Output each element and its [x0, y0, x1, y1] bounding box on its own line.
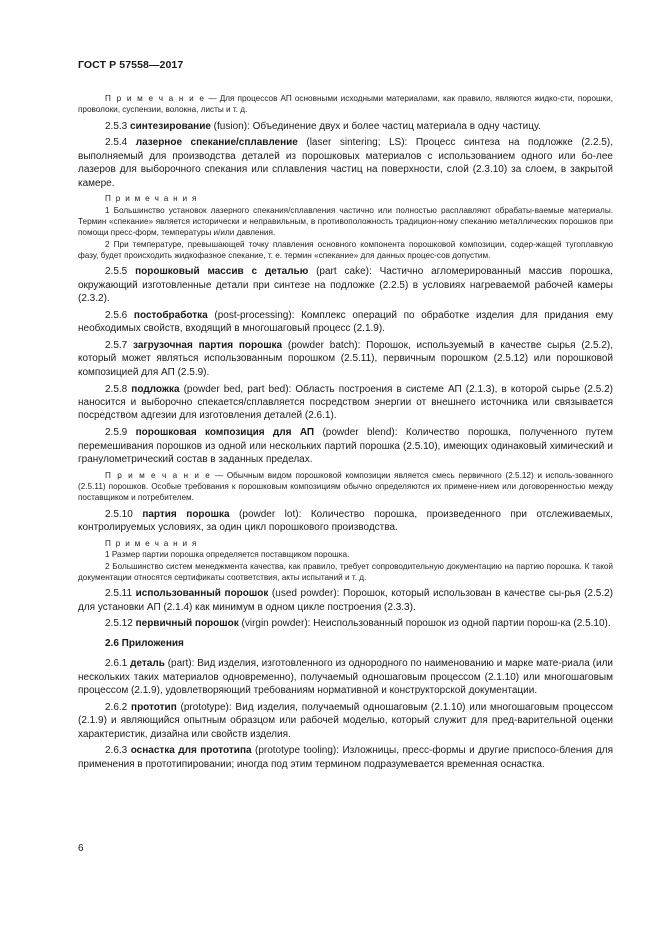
term-2-5-10: [78, 508, 613, 535]
term-name: использованный порошок: [135, 588, 269, 600]
term-2-5-9: [78, 426, 613, 466]
term-definition: (powder blend): Количество порошка, полученного путем перемешивания порошков из одной или нескольких партий порошка (2.5.10), имеющих одинаковый химический и гранулометрический состав в заданных пределах.: [78, 427, 613, 466]
term-name: порошковый массив с деталью: [135, 266, 309, 278]
term-name: партия порошка: [142, 508, 230, 520]
term-definition: (prototype tooling): Изложницы, пресс-формы и другие приспосо-бления для применения в прототипировании; иногда под этим термином подразумевается временная оснастка.: [78, 745, 613, 770]
document-body: [78, 93, 613, 775]
term-2-5-7: [78, 339, 613, 379]
note-label: П р и м е ч а н и е: [105, 470, 212, 480]
term-name: загрузочная партия порошка: [133, 340, 283, 351]
note-2-5-9: [78, 470, 613, 504]
term-number: 2.5.12: [105, 618, 136, 630]
term-definition: (prototype): Вид изделия, получаемый одношаговым (2.1.10) или многошаговым процессом (2.1.9) и являющийся опытным образцом или рабочей моделью, который служит для пред-варительной оценки характеристик, дизайна или свойств изделия.: [78, 701, 613, 740]
notes-2-5-4-label: П р и м е ч а н и я: [105, 194, 198, 204]
term-number: 2.5.5: [105, 266, 136, 278]
term-definition: (powder bed, part bed): Область построения в системе АП (2.1.3), в которой сырье (2.5.2) наносится и выборочно спекается/сплавляется посредством энергии от внешнего источника или связывается посредством адгезии для изготовления деталей (2.6.1).: [78, 383, 613, 422]
term-2-5-11: [78, 587, 613, 614]
term-2-5-3: [78, 120, 613, 133]
term-definition: (laser sintering; LS): Процесс синтеза на подложке (2.2.5), выполняемый для производства деталей из порошковых материалов с использованием одного или бо-лее лазеров для выборочного спекания или сплавления частиц на поверхности, слой (2.3.10) за слоем, в закрытой камере.: [78, 137, 613, 189]
notes-2-5-10-label: П р и м е ч а н и я: [105, 538, 198, 548]
term-2-6-1: [78, 657, 613, 697]
note-2-5-2: [78, 93, 613, 116]
term-name: прототип: [131, 701, 177, 713]
term-name: порошковая композиция для АП: [135, 427, 315, 439]
term-2-5-6: [78, 309, 613, 336]
term-number: 2.5.4: [105, 137, 136, 149]
note-2-5-10-1: 1 Размер партии порошка определяется поставщиком порошка.: [105, 550, 350, 560]
term-name: синтезирование: [130, 120, 211, 132]
term-number: 2.6.3: [105, 745, 131, 757]
term-number: 2.6.2: [105, 701, 132, 713]
term-name: деталь: [130, 658, 165, 670]
note-text: — Для процессов АП основными исходными материалами, как правило, являются жидко-сти, порошки, проволоки, суспензии, волокна, листы и т. д.: [78, 94, 613, 115]
note-2-5-4-1: 1 Большинство установок лазерного спекания/сплавления частично или полностью расплавляют обрабаты-ваемые материалы. Термин «спекание» является исторически и неправильным, в противоположность традицион-ному спеканию металлических порошков при помощи пресс-форм, температуры и/или давления.: [78, 205, 613, 238]
term-definition: (fusion): Объединение двух и более частиц материала в одну частицу.: [210, 120, 541, 132]
term-2-6-3: [78, 744, 613, 771]
term-definition: (part): Вид изделия, изготовленного из однородного по наименованию и марке мате-риала (или нескольких таких материалов одновременно), получаемый одношаговым процессом (2.1.10) или многошаговым процессом (2.1.9), удовлетворяющий требованиям нормативной и конструкторской документации.: [78, 658, 613, 696]
term-2-5-8: [78, 383, 613, 423]
term-number: 2.5.3: [105, 120, 131, 132]
term-name: постобработка: [133, 309, 208, 321]
section-2-6-title: 2.6 Приложения: [105, 637, 184, 649]
term-number: 2.5.11: [105, 588, 136, 600]
term-number: 2.5.9: [105, 427, 136, 439]
term-number: 2.5.6: [105, 309, 134, 321]
note-label: П р и м е ч а н и е: [105, 94, 206, 103]
note-2-5-10-2: 2 Большинство систем менеджмента качества, как правило, требует сопроводительную документацию на партию порошка. К такой документации относятся сертификаты соответствия, акты испытаний и т. д.: [78, 561, 613, 582]
term-definition: (powder lot): Количество порошка, произведенного при отслеживаемых, контролируемых условиях, за один цикл порошкового производства.: [78, 508, 613, 534]
page-number: 6: [78, 843, 84, 854]
term-definition: (virgin powder): Неиспользованный порошок из одной партии порош-ка (2.5.10).: [238, 618, 611, 630]
term-name: лазерное спекание/сплавление: [135, 137, 298, 149]
note-text: — Обычным видом порошковой композиции является смесь первичного (2.5.12) и исполь-зованного (2.5.11) порошков. Особые требования к порошковым композициям обычно определяются их примене-нием или договоренностью между поставщиком и потребителем.: [78, 470, 613, 503]
term-number: 2.5.7: [105, 340, 134, 351]
term-2-5-12: [78, 617, 613, 630]
term-2-5-5: [78, 265, 613, 305]
standard-header: ГОСТ Р 57558—2017: [78, 59, 184, 71]
term-2-6-2: [78, 701, 613, 741]
term-name: оснастка для прототипа: [130, 745, 252, 757]
term-definition: (post-processing): Комплекс операций по обработке изделия для придания ему необходимых свойств, входящий в многошаговый процесс (2.1.9).: [78, 309, 613, 335]
term-number: 2.6.1: [105, 658, 131, 670]
term-number: 2.5.10: [105, 508, 143, 520]
note-2-5-4-2: 2 При температуре, превышающей точку плавления основного компонента порошковой композиции, содер-жащей тугоплавкую фазу, будет происходить жидкофазное спекание, т. е. термин «спекание» для данных процес-сов допустим.: [78, 239, 613, 260]
term-name: первичный порошок: [135, 618, 239, 630]
term-number: 2.5.8: [105, 383, 132, 395]
term-2-5-4: [78, 136, 613, 190]
term-definition: (powder batch): Порошок, используемый в качестве сырья (2.5.2), который может являться использованным порошком (2.5.11), первичным порошком (2.5.12) или порошковой композицией для АП (2.5.9).: [78, 340, 613, 378]
term-name: подложка: [131, 383, 180, 395]
term-definition: (used powder): Порошок, который использован в качестве сы-рья (2.5.2) для установки АП (2.1.4) как минимум в одном цикле построения (2.3.3).: [78, 588, 614, 613]
term-definition: (part cake): Частично агломерированный массив порошка, окружающий изготовленные детали при синтезе на подложке (2.2.5) в условиях нагреваемой рабочей камеры (2.3.2).: [78, 266, 613, 304]
